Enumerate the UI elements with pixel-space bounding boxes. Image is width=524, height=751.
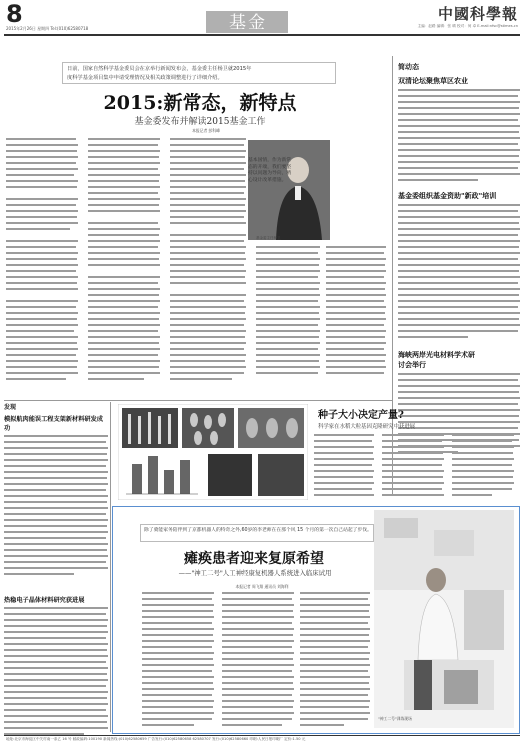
seed-body-text bbox=[118, 434, 514, 506]
lead-subhead: 基金委发布并解读2015基金工作 bbox=[134, 117, 266, 127]
feature-subhead: ——"神工二号"人工神经康复机器人系统进入临床试用 bbox=[178, 569, 332, 577]
column-divider bbox=[110, 402, 111, 732]
feature-photo bbox=[374, 510, 514, 728]
lead-photo-caption: 基金委主任杨卫 bbox=[256, 236, 281, 240]
brief-headline: 基金委组织基金资助"新政"培训 bbox=[398, 192, 497, 200]
lead-photo bbox=[248, 140, 330, 240]
page-number: 8 bbox=[6, 0, 23, 28]
lead-intro-line: 度科学基金项目集中申请受理情况及相关政策调整进行了详细介绍。 bbox=[67, 75, 223, 81]
lead-headline: 2015:新常态，新特点 bbox=[103, 92, 297, 114]
brief-text bbox=[398, 204, 520, 344]
lead-byline: 本报记者 彭科峰 bbox=[192, 128, 220, 133]
section-divider bbox=[4, 400, 392, 401]
brief-text bbox=[398, 89, 520, 185]
date-line: 2015年2月26日 星期四 Tel:(010)62580718 bbox=[6, 26, 89, 31]
masthead-logo: 中國科學報 bbox=[437, 5, 518, 23]
feature-byline: 本报记者 周飞翔 通讯员 刘海利 bbox=[235, 584, 289, 589]
brief-headline: 热稳电子晶体材料研究获进展 bbox=[4, 597, 85, 604]
feature-body-text bbox=[116, 592, 372, 732]
lead-intro-box bbox=[62, 62, 336, 84]
feature-headline: 瘫痪患者迎来复原希望 bbox=[184, 551, 324, 567]
left-column-tag: 发现 bbox=[4, 404, 17, 411]
left-column bbox=[4, 402, 108, 751]
seed-article-title: 种子大小决定产量? bbox=[318, 410, 404, 421]
feature-intro: 除了骑能家务陪伴到了京都机器人的特奇之外,60岁的李老师在在那个风 15 个月的第一次自己站起了步伐。 bbox=[144, 528, 372, 533]
feature-photo-caption: "神工二号"训练现场 bbox=[378, 716, 412, 721]
brief-headline: 双清论坛聚焦草区农业 bbox=[398, 77, 468, 85]
top-rule bbox=[4, 34, 520, 36]
brief-text bbox=[4, 435, 108, 585]
brief-headline: 模拟航肉能误工程支架新材料研发成功 bbox=[4, 416, 103, 432]
brief-headline: 海峡两岸光电材料学术研讨会举行 bbox=[398, 351, 475, 369]
lead-quote: 基本国情，作为新常态的开端，我们要坚持以问题为导向，精心设计改革措施。 bbox=[248, 158, 292, 183]
footer: 地址:北京市海淀区中关村南一条乙 16 号 邮政编码:100190 新闻热线:(010)62580659 广告发行:(010)62580658 62580707 发行:(010)62580660 印刷:人民日报印刷厂 定价:1.50 元 bbox=[6, 737, 306, 741]
lead-intro-line: 日前，国家自然科学基金委员会在京举行新闻发布会，基金委主任杨卫就2015年 bbox=[67, 66, 252, 72]
section-title: 基金 bbox=[229, 13, 267, 33]
brief-text bbox=[4, 607, 108, 747]
footer-rule bbox=[4, 735, 520, 736]
right-column-tag: 简动态 bbox=[398, 63, 419, 71]
masthead-info: 主编：赵路 编辑：张 晴 校对：何 卓 E-mail:nfsc@stimes.cn bbox=[417, 24, 518, 28]
seed-article-subtitle: 科学家在水稻大粒基因克隆研究中获进展 bbox=[318, 424, 416, 430]
column-divider bbox=[392, 56, 393, 496]
